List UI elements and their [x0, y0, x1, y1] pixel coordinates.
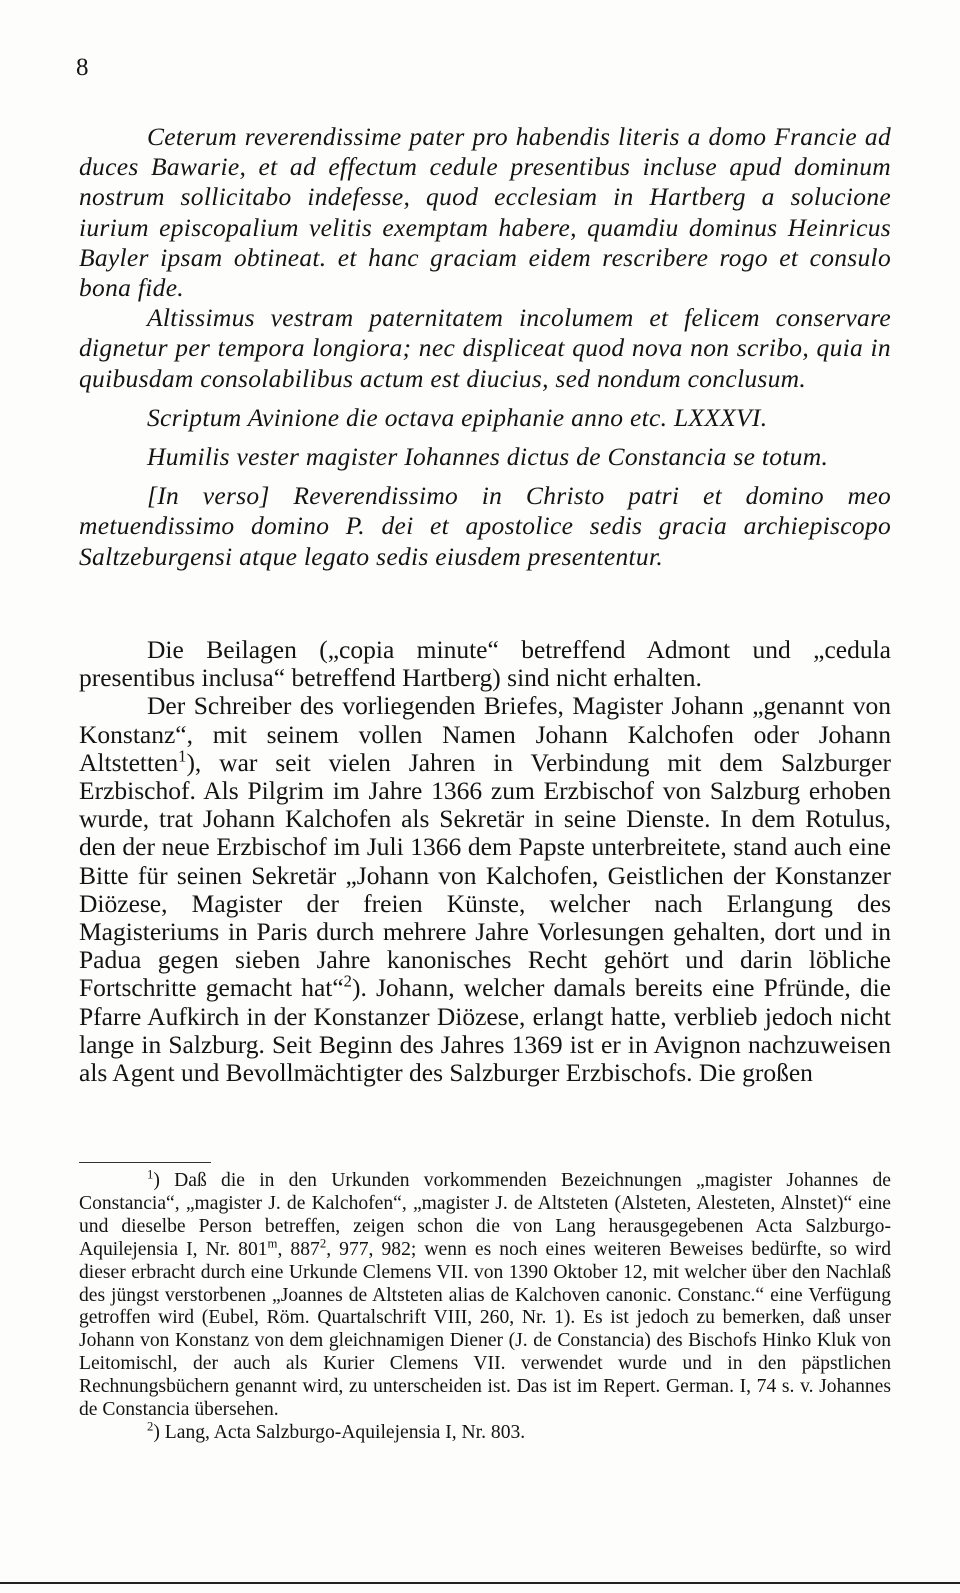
- footnote-2-mark: 2: [147, 1419, 154, 1434]
- footnote-1-text-c: , 977, 982; wenn es noch eines weiteren Beweises bedürfte, so wird dieser erbracht durch eine Urkunde Clemens VII. von 1390 Oktober 12, mit welcher über den Nachlaß des jüngst verstorbenen „Joannes de Altsteten alias de Kalchoven canonic. Constanc.“ eine Verfügung getroffen wird (Eubel, Röm. Quartalschrift VIII, 260, Nr. 1). Es ist jedoch zu bemerken, daß unser Johann von Konstanz von dem gleichnamigen Diener (J. de Constancia) des Bischofs Hinko Kluk von Leitomischl, der auch als Kurier Clemens VII. verwendet wurde und in den päpstlichen Rechnungsbüchern genannt wird, zu unterscheiden ist. Das ist im Repert. German. I, 74 s. v. Johannes de Constancia übersehen.: [79, 1238, 891, 1421]
- german-paragraph-2: [79, 692, 891, 1087]
- footnote-divider: [79, 1162, 211, 1163]
- latin-address-verso: [In verso] Reverendissimo in Christo patri et domino meo metuendissimo domino P. dei et apostolice sedis gracia archiepiscopo Saltzeburgensi atque legato sedis eiusdem presententur.: [79, 481, 891, 571]
- latin-signature-line: Humilis vester magister Iohannes dictus de Constancia se totum.: [147, 442, 829, 472]
- page-bottom-edge: [0, 1582, 960, 1584]
- footnote-1: [79, 1167, 891, 1422]
- footnote-ref-1: 1: [178, 746, 187, 766]
- page-number: 8: [76, 54, 89, 81]
- german-commentary: [79, 636, 891, 1087]
- german-paragraph-2-part-c: ). Johann, welcher damals bereits eine Pfründe, die Pfarre Aufkirch in der Konstanzer Diözese, erlangt hatte, verblieb jedoch nicht lange in Salzburg. Seit Beginn des Jahres 1369 ist er in Avignon nachzuweisen als Agent und Bevollmächtigter des Salzburger Erzbischofs. Die großen: [79, 973, 891, 1088]
- footnote-1-text-b: , 887: [277, 1238, 320, 1260]
- footnote-1-sup-m: m: [267, 1236, 278, 1251]
- german-paragraph-1: Die Beilagen („copia minute“ betreffend Admont und „cedula presentibus inclusa“ betreffend Hartberg) sind nicht erhalten.: [79, 635, 891, 693]
- latin-dating-line: Scriptum Avinione die octava epiphanie anno etc. LXXXVI.: [147, 402, 768, 432]
- footnote-2: [79, 1419, 891, 1445]
- footnote-ref-2: 2: [343, 971, 352, 991]
- latin-letter-text: [79, 122, 891, 572]
- german-paragraph-2-part-b: ), war seit vielen Jahren in Verbindung mit dem Salzburger Erzbischof. Als Pilgrim im Jahre 1366 zum Erzbischof von Salzburg erhoben wurde, trat Johann Kalchofen als Sekretär in seine Dienste. In dem Rotulus, den der neue Erzbischof im Juli 1366 dem Papste unterbreitete, stand auch eine Bitte für seinen Sekretär „Johann von Kalchofen, Geistlichen der Konstanzer Diözese, Magister der freien Künste, welcher nach Erlangung des Magisteriums in Paris durch mehrere Jahre Vorlesungen gehalten, dort und in Padua gegen sieben Jahre kanonisches Recht gehört und darin löbliche Fortschritte gemacht hat“: [79, 747, 891, 1003]
- footnote-1-mark: 1: [147, 1167, 154, 1182]
- footnote-2-text: ) Lang, Acta Salzburgo-Aquilejensia I, Nr. 803.: [153, 1421, 526, 1443]
- latin-paragraph-2: Altissimus vestram paternitatem incolumem et felicem conservare dignetur per tempora longiora; nec displiceat quod nova non scribo, quia in quibusdam consolabilibus actum est diucius, sed nondum conclusum.: [79, 303, 891, 393]
- german-paragraph-2-part-a: Der Schreiber des vorliegenden Briefes, Magister Johann „genannt von Konstanz“, mit seinem vollen Namen Johann Kalchofen oder Johann Altstetten: [79, 691, 891, 777]
- footnotes: [79, 1167, 891, 1445]
- latin-paragraph-1: Ceterum reverendissime pater pro habendis literis a domo Francie ad duces Bawarie, et ad effectum cedule presentibus incluse apud dominum nostrum sollicitabo indefesse, quod ecclesiam in Hartberg a solucione iurium episcopalium velitis exemptam habere, quamdiu dominus Heinricus Bayler ipsam obtineat. et hanc graciam eidem rescribere rogo et consulo bona fide.: [79, 122, 891, 303]
- footnote-1-sup-2: 2: [319, 1236, 327, 1251]
- footnote-1-text-a: ) Daß die in den Urkunden vorkommenden Bezeichnungen „magister Johannes de Constancia“, „magister J. de Kalchofen“, „magister J. de Altsteten (Alsteten, Alesteten, Alnstet)“ eine und dieselbe Person betreffen, zeigen schon die von Lang herausgegebenen Acta Salzburgo-Aquilejensia I, Nr. 801: [79, 1170, 891, 1260]
